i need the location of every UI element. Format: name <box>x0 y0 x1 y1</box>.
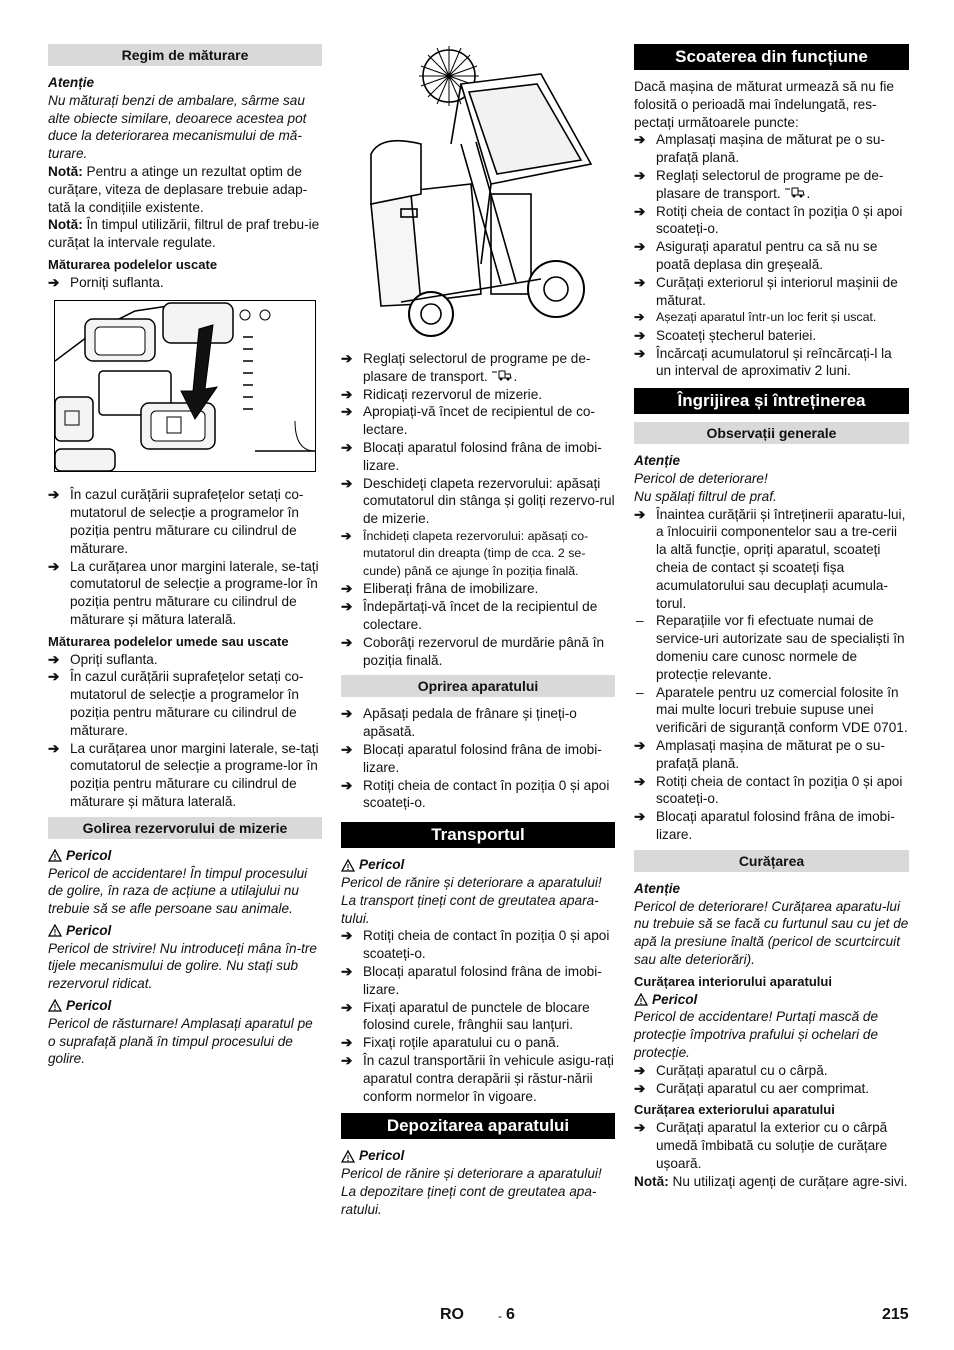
danger-text: Pericol de răsturnare! Amplasați aparatul pe o suprafață plană în timpul procesului de golire. <box>48 1015 313 1067</box>
step: ➔ Ridicați rezervorul de mizerie. <box>341 386 615 404</box>
step: ➔ Blocați aparatul folosind frâna de imobi-lizare. <box>341 741 615 777</box>
subheading-outer: Curățarea exteriorului aparatului <box>634 1102 835 1118</box>
step: ➔ Amplasați mașina de măturat pe o su-prafață plană. <box>634 737 909 773</box>
step: ➔ La curățarea unor margini laterale, se-tați comutatorul de selecție a programe-lor în poziția pentru măturare cu cilindrul de măturare și mătura laterală. <box>48 740 322 811</box>
note-label: Notă: <box>48 163 83 179</box>
list-item: – Reparațiile vor fi efectuate numai de service-uri autorizate sau de specialiști în domeniu care cunosc normele de protecție relevante. <box>634 612 909 683</box>
note-text: În timpul utilizării, filtrul de praf trebu-ie curățat la intervale regulate. <box>48 217 320 251</box>
danger-label: Pericol <box>634 991 909 1009</box>
note-1 <box>48 163 322 216</box>
section-heading-care: Îngrijirea și întreținerea <box>634 388 909 414</box>
danger-label: Pericol <box>48 847 322 865</box>
step: ➔ Scoateți ștecherul bateriei. <box>634 327 909 345</box>
column-right <box>634 44 909 1190</box>
danger-text: Pericol de rănire și deteriorare a aparatului! La depozitare țineți cont de greutatea apa-ratului. <box>341 1166 602 1217</box>
section-heading-stop: Oprirea aparatului <box>341 675 615 697</box>
step: ➔ Așezați aparatul într-un loc ferit și uscat. <box>634 309 909 327</box>
danger-text: Pericol de rănire și deteriorare a aparatului! La transport țineți cont de greutatea apara-tului. <box>341 875 602 926</box>
step: ➔ Rotiți cheia de contact în poziția 0 și apoi scoateți-o. <box>341 777 615 813</box>
step: ➔ Îndepărtați-vă încet de la recipientul de colectare. <box>341 598 615 634</box>
danger-text: Pericol de accidentare! În timpul procesului de golire, în raza de acțiune a utilajului nu trebuie să se afle persoane sau animale. <box>48 865 308 917</box>
step: ➔ Rotiți cheia de contact în poziția 0 și apoi scoateți-o. <box>634 203 909 239</box>
subheading-wet: Măturarea podelelor umede sau uscate <box>48 633 289 649</box>
language-code: RO <box>440 1306 464 1323</box>
danger-text: Pericol de accidentare! Purtați mască de protecție împotriva prafului și ochelari de protecție. <box>634 1009 879 1060</box>
step: ➔ Coborâți rezervorul de murdărie până în poziția finală. <box>341 634 615 670</box>
step: ➔ Porniți suflanta. <box>48 274 322 292</box>
warning-triangle-icon <box>48 999 62 1012</box>
danger-label: Pericol <box>48 922 322 940</box>
warning-triangle-icon <box>48 924 62 937</box>
step: ➔ Rotiți cheia de contact în poziția 0 și apoi scoateți-o. <box>634 773 909 809</box>
step: ➔ Rotiți cheia de contact în poziția 0 și apoi scoateți-o. <box>341 927 615 963</box>
section-heading-transport: Transportul <box>341 822 615 848</box>
step: ➔ Reglați selectorul de programe pe de-plasare de transport. . <box>341 350 615 386</box>
section-heading-storage: Depozitarea aparatului <box>341 1113 615 1139</box>
step: ➔ Înaintea curățării și întreținerii aparatu-lui, a înlocuirii componentelor sau a tre-cerii la altă funcție, opriți aparatul, scoateți cheia de contact și scoateți fișa acumulatorului sau decuplați acumula-torul. <box>634 506 909 613</box>
step: ➔ La curățarea unor margini laterale, se-tați comutatorul de selecție a programe-lor în poziția pentru măturare cu cilindrul de măturare și mătura laterală. <box>48 558 322 629</box>
danger-label: Pericol <box>341 1147 615 1165</box>
danger-label: Pericol <box>341 856 615 874</box>
danger-label: Pericol <box>48 997 322 1015</box>
step: ➔ Opriți suflanta. <box>48 651 322 669</box>
step: ➔ Curățați exteriorul și interiorul mașinii de măturat. <box>634 274 909 310</box>
column-left <box>48 44 322 1068</box>
control-panel-figure <box>54 300 316 472</box>
page-number: 215 <box>882 1306 909 1323</box>
step: ➔ Eliberați frâna de imobilizare. <box>341 580 615 598</box>
caution-text: Pericol de deteriorare! <box>634 471 768 487</box>
step: ➔ Fixați aparatul de punctele de blocare folosind curele, frânghii sau lanțuri. <box>341 999 615 1035</box>
step: ➔ Curățați aparatul cu o cârpă. <box>634 1062 909 1080</box>
step: ➔ În cazul curățării suprafețelor setați co-mutatorul de selecție a programelor în poziția pentru măturare cu cilindrul de măturare. <box>48 486 322 557</box>
note-text: Nu utilizați agenți de curățare agre-sivi. <box>672 1173 908 1189</box>
caution-text: Pericol de deteriorare! Curățarea aparatu-lui nu trebuie să se facă cu furtunul sau cu jet de apă la presiune înaltă (pericol de scurtcircuit sau alte deteriorări). <box>634 898 909 967</box>
section-heading-empty: Golirea rezervorului de mizerie <box>48 817 322 839</box>
step: ➔ Apăsați pedala de frânare și țineți-o apăsată. <box>341 705 615 741</box>
danger-text: Pericol de strivire! Nu introduceți mâna în-tre tijele mecanismului de golire. Nu stați sub rezervorul ridicat. <box>48 940 317 992</box>
step: ➔ Apropiați-vă încet de recipientul de co-lectare. <box>341 403 615 439</box>
transport-mode-icon <box>784 186 806 198</box>
step: ➔ Reglați selectorul de programe pe de-plasare de transport. . <box>634 167 909 203</box>
section-heading-decommission: Scoaterea din funcțiune <box>634 44 909 70</box>
transport-mode-icon <box>491 369 513 381</box>
step: ➔ Blocați aparatul folosind frâna de imobi-lizare. <box>634 808 909 844</box>
warning-triangle-icon <box>341 859 355 872</box>
page-footer <box>0 1306 954 1330</box>
caution-label: Atenție <box>48 75 95 90</box>
note-text: Pentru a atinge un rezultat optim de curățare, viteza de deplasare trebuie adap-tată la condițiile existente. <box>48 163 308 215</box>
step: ➔ Încărcați acumulatorul și reîncărcați-l la un interval de aproximativ 2 luni. <box>634 345 909 381</box>
caution-label: Atenție <box>634 453 681 469</box>
note-label: Notă: <box>48 217 83 233</box>
column-middle <box>341 44 615 1219</box>
step: ➔ Asigurați aparatul pentru ca să nu se poată deplasa din greșeală. <box>634 238 909 274</box>
note-label: Notă: <box>634 1173 669 1189</box>
note <box>634 1173 909 1191</box>
footer-separator: - <box>498 1309 502 1323</box>
step: ➔ În cazul curățării suprafețelor setați co-mutatorul de selecție a programelor în poziția pentru măturare cu cilindrul de măturare. <box>48 668 322 739</box>
section-page-number: 6 <box>506 1306 515 1323</box>
note-2 <box>48 216 322 252</box>
warning-triangle-icon <box>48 849 62 862</box>
caution-label: Atenție <box>634 880 681 896</box>
subheading-dry: Măturarea podelelor uscate <box>48 256 218 272</box>
section-heading-cleaning: Curățarea <box>634 850 909 872</box>
section-heading-sweep: Regim de măturare <box>48 44 322 66</box>
step: ➔ Curățați aparatul la exterior cu o cârpă umedă îmbibată cu soluție de curățare ușoară. <box>634 1119 909 1172</box>
step: ➔ Amplasați mașina de măturat pe o su-prafață plană. <box>634 131 909 167</box>
step: ➔ Închideți clapeta rezervorului: apăsați co-mutatorul din dreapta (timp de cca. 2 se-cunde) până ce ajunge în poziția finală. <box>341 528 615 581</box>
step: ➔ Deschideți clapeta rezervorului: apăsați comutatorul din stânga și goliți rezervo-rul de mizerie. <box>341 475 615 528</box>
caution-text: Nu măturați benzi de ambalare, sârme sau alte obiecte similare, deoarece acestea pot duce la deteriorarea mecanismului de mă-turare. <box>48 92 307 162</box>
list-item: – Aparatele pentru uz comercial folosite în mai multe locuri trebuie supuse unei verificări de siguranță conform VDE 0701. <box>634 684 909 737</box>
step: ➔ Curățați aparatul cu aer comprimat. <box>634 1080 909 1098</box>
section-heading-general: Observații generale <box>634 422 909 444</box>
warning-triangle-icon <box>341 1150 355 1163</box>
warning-triangle-icon <box>634 993 648 1006</box>
step: ➔ Blocați aparatul folosind frâna de imobi-lizare. <box>341 963 615 999</box>
intro-text: Dacă mașina de măturat urmează să nu fie folosită o perioadă mai îndelungată, res-pectați următoarele puncte: <box>634 79 894 130</box>
step: ➔ În cazul transportării în vehicule asigu-rați aparatul contra derapării și răstur-nării conform normelor în vigoare. <box>341 1052 615 1105</box>
step: ➔ Blocați aparatul folosind frâna de imobi-lizare. <box>341 439 615 475</box>
step: ➔ Fixați roțile aparatului cu o pană. <box>341 1034 615 1052</box>
caution-text: Nu spălați filtrul de praf. <box>634 488 777 504</box>
sweeper-machine-illustration <box>341 44 615 344</box>
subheading-inner: Curățarea interiorului aparatului <box>634 973 832 989</box>
